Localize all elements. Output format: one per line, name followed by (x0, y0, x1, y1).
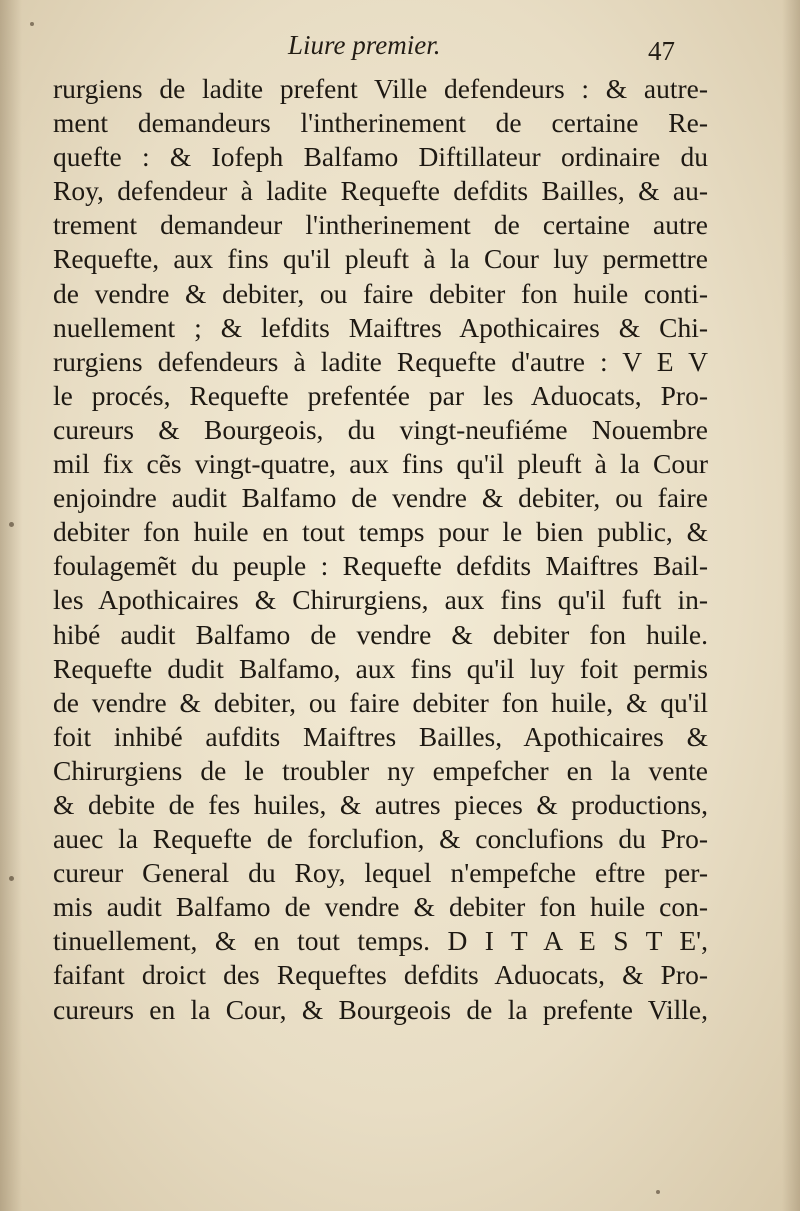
ink-speck (656, 1190, 660, 1194)
text-line: mis audit Balfamo de vendre & debiter fon huile con- (53, 891, 708, 923)
body-text (53, 72, 708, 1027)
text-line: de vendre & debiter, ou faire debiter fon huile, & qu'il (53, 686, 708, 718)
ink-speck (9, 522, 14, 527)
text-line: nuellement ; & lefdits Maiftres Apothicaires & Chi- (53, 311, 708, 343)
text-line: quefte : & Iofeph Balfamo Diftillateur ordinaire du (53, 141, 708, 173)
edge-shadow (782, 0, 800, 1211)
text-line: cureur General du Roy, lequel n'empefche eftre per- (53, 857, 708, 889)
gutter-shadow (0, 0, 22, 1211)
text-line: foulagemẽt du peuple : Requefte defdits Maiftres Bail- (53, 550, 708, 582)
text-line: les Apothicaires & Chirurgiens, aux fins qu'il fuft in- (53, 584, 708, 616)
text-line: rurgiens de ladite prefent Ville defendeurs : & autre- (53, 73, 708, 104)
text-line: debiter fon huile en tout temps pour le bien public, & (53, 516, 708, 548)
page-number: 47 (648, 36, 675, 66)
running-title: Liure premier. (288, 30, 441, 60)
text-line: ment demandeurs l'intherinement de certaine Re- (53, 107, 708, 139)
text-line: foit inhibé aufdits Maiftres Bailles, Apothicaires & (53, 720, 708, 752)
text-line: mil fix cẽs vingt-quatre, aux fins qu'il pleuft à la Cour (53, 448, 708, 480)
text-line: enjoindre audit Balfamo de vendre & debiter, ou faire (53, 482, 708, 514)
text-line: trement demandeur l'intherinement de certaine autre (53, 209, 708, 241)
text-line: & debite de fes huiles, & autres pieces & productions, (53, 788, 708, 820)
ink-speck (9, 876, 14, 881)
text-line: hibé audit Balfamo de vendre & debiter fon huile. (53, 618, 708, 650)
text-line: le procés, Requefte prefentée par les Aduocats, Pro- (53, 379, 708, 411)
text-line: cureurs en la Cour, & Bourgeois de la prefente Ville, (53, 993, 708, 1025)
text-line: rurgiens defendeurs à ladite Requefte d'autre : V E V (53, 345, 708, 377)
text-line: Chirurgiens de le troubler ny empefcher en la vente (53, 754, 708, 786)
text-line: tinuellement, & en tout temps. D I T A E S T E', (53, 925, 708, 957)
text-line: auec la Requefte de forclufion, & conclufions du Pro- (53, 823, 708, 855)
text-line: cureurs & Bourgeois, du vingt-neufiéme Nouembre (53, 413, 708, 445)
ink-speck (30, 22, 34, 26)
text-line: Requefte, aux fins qu'il pleuft à la Cour luy permettre (53, 243, 708, 275)
text-line: de vendre & debiter, ou faire debiter fon huile conti- (53, 277, 708, 309)
text-line: Roy, defendeur à ladite Requefte defdits Bailles, & au- (53, 175, 708, 207)
text-line: Requefte dudit Balfamo, aux fins qu'il luy foit permis (53, 652, 708, 684)
text-line: faifant droict des Requeftes defdits Aduocats, & Pro- (53, 959, 708, 991)
page-header (0, 30, 800, 70)
